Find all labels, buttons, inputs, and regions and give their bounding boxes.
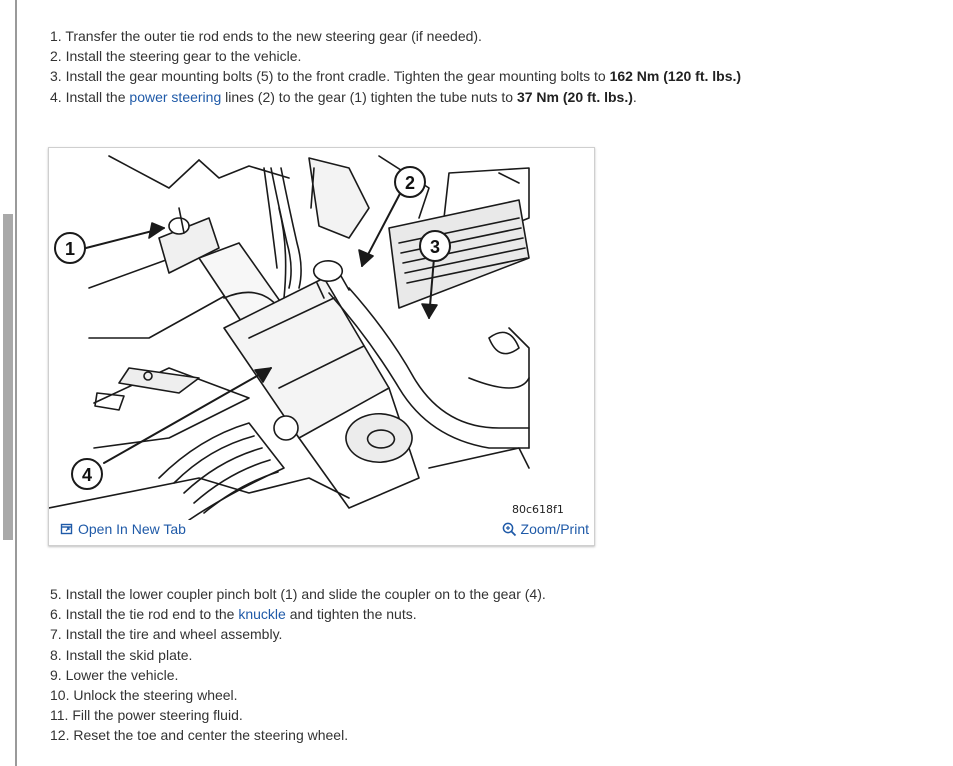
step-number: 9. — [50, 666, 62, 683]
step-number: 4. — [50, 88, 62, 105]
step-item — [50, 645, 546, 665]
open-new-tab-icon — [60, 522, 74, 536]
step-number: 2. — [50, 48, 62, 65]
torque-spec: 37 Nm (20 ft. lbs.) — [516, 88, 633, 105]
steps-list-before — [50, 26, 741, 107]
step-text: and tighten the nuts. — [285, 606, 417, 623]
step-item — [50, 87, 741, 107]
step-text: Transfer the outer tie rod ends to the new steering gear (if needed). — [65, 28, 482, 44]
callout-4 — [72, 459, 102, 489]
step-text: Install the — [65, 88, 130, 105]
step-text: Reset the toe and center the steering wheel. — [73, 727, 349, 744]
step-item — [50, 584, 546, 604]
step-item — [50, 685, 546, 705]
step-item — [50, 725, 546, 745]
svg-text:2: 2 — [404, 173, 416, 193]
step-item — [50, 705, 546, 725]
step-text: Install the tire and wheel assembly. — [65, 626, 283, 643]
figure-container — [48, 147, 595, 546]
step-text: Install the tie rod end to the — [65, 606, 239, 623]
figure-code: 80c618f1 — [512, 503, 564, 516]
step-number: 5. — [50, 586, 62, 602]
step-text: Install the lower coupler pinch bolt (1) and slide the coupler on to the gear (4). — [65, 586, 546, 602]
step-item — [50, 624, 546, 644]
open-in-new-tab-label: Open In New Tab — [78, 521, 186, 537]
steering-gear-illustration — [49, 148, 594, 520]
callout-3 — [420, 231, 450, 261]
step-number: 10. — [50, 687, 70, 704]
svg-text:4: 4 — [81, 465, 93, 485]
step-item — [50, 665, 546, 685]
step-number: 12. — [50, 727, 70, 744]
step-number: 1. — [50, 28, 62, 44]
step-text: Install the steering gear to the vehicle. — [65, 48, 302, 65]
scrollbar-thumb[interactable] — [3, 214, 13, 540]
svg-text:1: 1 — [64, 239, 76, 259]
step-number: 3. — [50, 68, 62, 85]
step-number: 6. — [50, 606, 62, 623]
figure-actions — [49, 520, 594, 542]
step-text: Fill the power steering fluid. — [72, 707, 243, 724]
step-number: 11. — [50, 707, 69, 724]
torque-spec: 162 Nm (120 ft. lbs.) — [609, 68, 742, 85]
step-item — [50, 46, 741, 66]
callout-2 — [395, 167, 425, 197]
step-text: lines (2) to the gear (1) tighten the tube nuts to — [221, 88, 517, 105]
inline-link[interactable]: knuckle — [238, 606, 286, 623]
step-item — [50, 604, 546, 624]
open-in-new-tab-link[interactable] — [60, 521, 186, 537]
step-number: 8. — [50, 646, 62, 663]
steps-list-after — [50, 584, 546, 746]
step-text: Lower the vehicle. — [65, 666, 179, 683]
step-text: Unlock the steering wheel. — [73, 687, 238, 704]
step-text: . — [632, 88, 637, 105]
zoom-print-label: Zoom/Print — [520, 521, 589, 537]
step-text: Install the gear mounting bolts (5) to the front cradle. Tighten the gear mounting bolts to — [65, 68, 610, 85]
inline-link[interactable]: power steering — [129, 88, 222, 105]
svg-text:3: 3 — [429, 237, 441, 257]
zoom-icon — [502, 522, 517, 537]
step-number: 7. — [50, 626, 62, 643]
step-item — [50, 26, 741, 46]
zoom-print-link[interactable] — [502, 521, 589, 537]
step-item — [50, 66, 741, 86]
step-text: Install the skid plate. — [65, 646, 193, 663]
callout-1 — [55, 233, 85, 263]
